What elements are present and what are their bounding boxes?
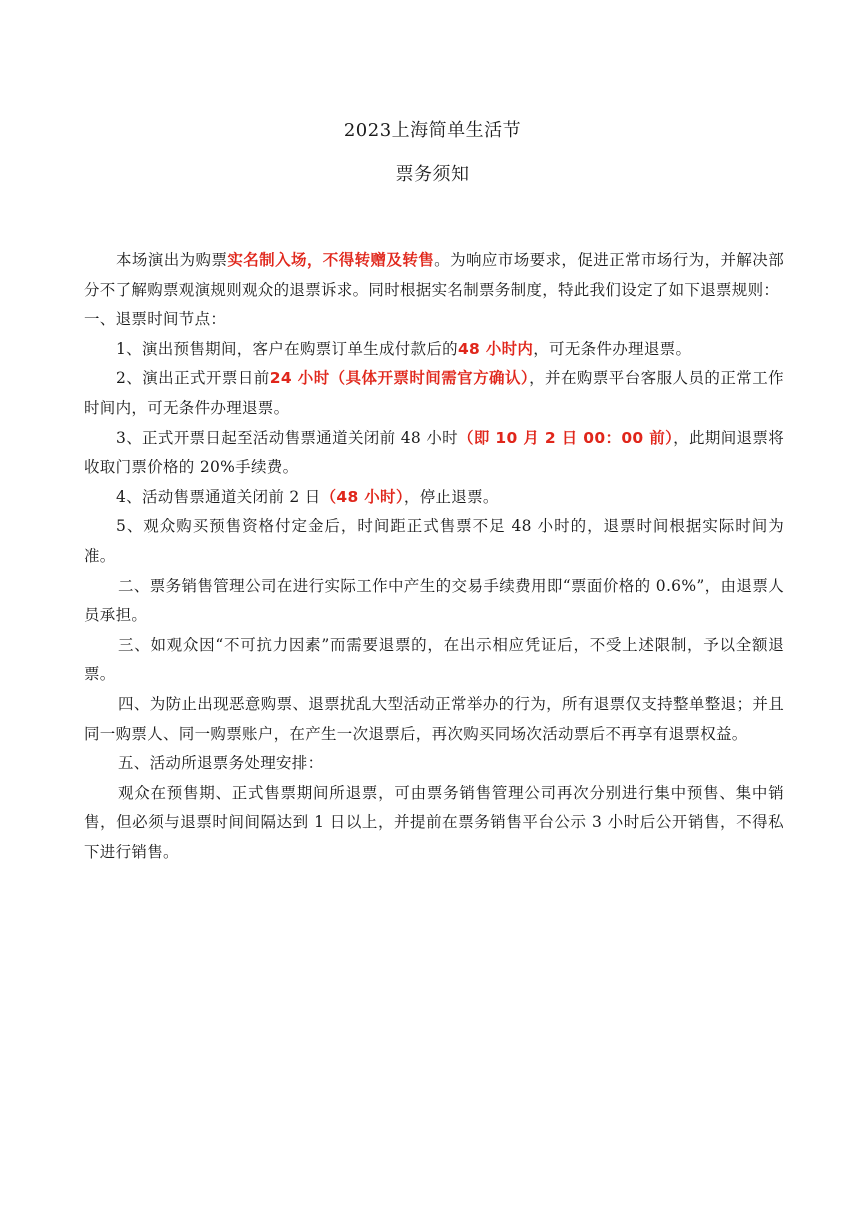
document-subtitle: 票务须知 <box>395 164 470 185</box>
item-1-highlight: 48 小时内 <box>457 339 534 358</box>
section-1-item-5: 5、观众购买预售资格付定金后，时间距正式售票不足 48 小时的，退票时间根据实际时间为准。 <box>84 517 784 565</box>
item-3-text-b: ，此期间退票将收取门票价格的 20%手续费。 <box>84 428 785 477</box>
intro-highlight: 实名制入场，不得转赠及转售 <box>227 251 435 269</box>
section-1-item-4 <box>84 483 784 513</box>
section-4-paragraph: 四、为防止出现恶意购票、退票扰乱大型活动正常举办的行为，所有退票仅支持整单整退；并且同一购票人、同一购票账户，在产生一次退票后，再次购买同场次活动票后不再享有退票权益。 <box>84 694 784 743</box>
intro-text-a: 本场演出为购票 <box>116 251 228 269</box>
document-body <box>84 246 784 867</box>
item-4-text-b: ，停止退票。 <box>403 487 499 506</box>
section-5-heading: 五、活动所退票务处理安排： <box>118 754 324 773</box>
intro-text-b: 。为响应市场要求，促进正常市场行为，并解决部分不了解购票观演规则观众的退票诉求。同时根据实名制票务制度，特此我们设定了如下退票规则： <box>84 251 784 299</box>
section-1-item-3 <box>84 424 784 483</box>
item-1-text-a: 1、演出预售期间，客户在购票订单生成付款后的 <box>116 339 458 358</box>
item-4-highlight: （48 小时） <box>320 487 404 506</box>
section-2-paragraph: 二、票务销售管理公司在进行实际工作中产生的交易手续费用即“票面价格的 0.6%”，由退票人员承担。 <box>84 576 784 625</box>
document-title: 2023上海简单生活节 <box>343 120 522 141</box>
item-4-text-a: 4、活动售票通道关闭前 2 日 <box>116 487 321 506</box>
item-1-text-b: ，可无条件办理退票。 <box>533 339 692 358</box>
intro-paragraph <box>84 246 784 305</box>
section-3-paragraph: 三、如观众因“不可抗力因素”而需要退票的，在出示相应凭证后，不受上述限制，予以全额退票。 <box>84 635 784 684</box>
section-1-item-1 <box>84 335 784 365</box>
section-5-paragraph: 观众在预售期、正式售票期间所退票，可由票务销售管理公司再次分别进行集中预售、集中销售，但必须与退票时间间隔达到 1 日以上，并提前在票务销售平台公示 3 小时后公开销售，不得私下进行销售。 <box>84 783 784 861</box>
item-3-text-a: 3、正式开票日起至活动售票通道关闭前 48 小时 <box>116 428 458 447</box>
item-2-text-a: 2、演出正式开票日前 <box>116 369 270 388</box>
item-3-highlight: （即 10 月 2 日 00：00 前） <box>458 428 674 447</box>
section-1-heading: 一、退票时间节点： <box>84 310 227 329</box>
item-2-highlight: 24 小时（具体开票时间需官方确认） <box>269 369 530 388</box>
item-2-text-b: ，并在购票平台客服人员的正常工作时间内，可无条件办理退票。 <box>84 369 784 417</box>
section-1-item-2 <box>84 364 784 423</box>
